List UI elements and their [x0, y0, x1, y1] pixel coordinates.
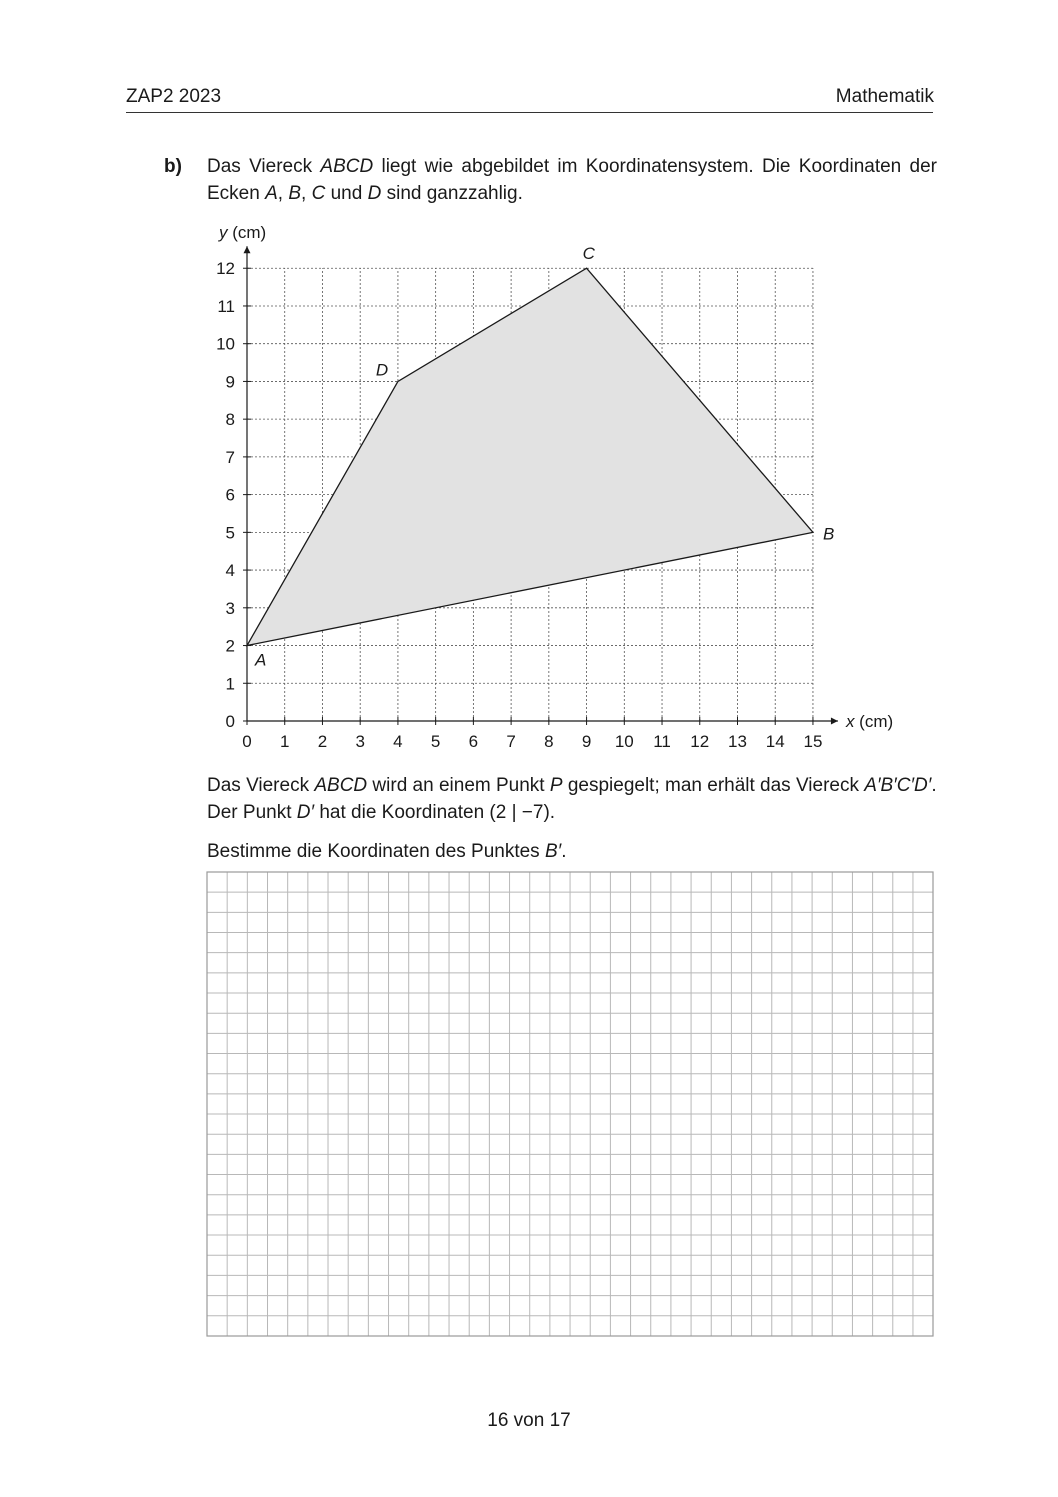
x-tick-label: 14: [765, 732, 785, 751]
x-axis-label: x (cm): [845, 712, 894, 731]
y-tick-label: 4: [225, 561, 235, 581]
x-tick-label: 4: [393, 732, 403, 751]
vertex-label-d: D: [375, 360, 389, 380]
task-intro-text: Das Viereck ABCD liegt wie abgebildet im Koordinatensystem. Die Koordinaten der Ecken A, B, C und D sind ganzzahlig.: [207, 156, 937, 204]
x-tick-label: 10: [614, 732, 634, 751]
header-divider: [126, 112, 933, 113]
reflection-text: Das Viereck ABCD wird an einem Punkt P gespiegelt; man erhält das Viereck A′B′C′D′. Der Punkt D′ hat die Koordinaten (2 | −7).: [207, 775, 937, 823]
x-tick-label: 11: [653, 732, 671, 751]
x-axis-arrow: [831, 718, 838, 725]
answer-grid-box[interactable]: [206, 871, 934, 1337]
x-tick-label: 13: [728, 732, 747, 751]
coordinate-system-chart: [200, 218, 910, 763]
vertex-label-b: B: [822, 524, 835, 544]
x-tick-label: 8: [544, 732, 554, 751]
header-subject: Mathematik: [835, 86, 934, 107]
y-tick-label: 6: [225, 485, 235, 505]
y-tick-label: 2: [225, 636, 235, 656]
y-tick-label: 12: [216, 259, 235, 279]
x-tick-label: 0: [242, 732, 252, 751]
y-tick-label: 0: [225, 712, 235, 731]
y-tick-label: 5: [225, 523, 235, 543]
page-number: 16 von 17: [487, 1410, 571, 1431]
y-tick-label: 8: [225, 410, 235, 430]
x-tick-label: 9: [581, 732, 592, 751]
x-tick-label: 5: [430, 732, 441, 751]
y-tick-label: 3: [225, 598, 235, 618]
y-tick-label: 1: [225, 674, 235, 694]
x-tick-label: 2: [317, 732, 328, 751]
y-axis-label: y (cm): [219, 223, 267, 243]
question-text: Bestimme die Koordinaten des Punktes B′.: [207, 841, 567, 862]
x-tick-label: 3: [355, 732, 365, 751]
y-tick-label: 10: [216, 334, 235, 354]
vertex-label-a: A: [255, 650, 267, 670]
x-tick-label: 15: [803, 732, 823, 751]
y-tick-label: 11: [217, 296, 235, 316]
task-label: b): [164, 156, 182, 177]
x-tick-label: 7: [506, 732, 516, 751]
x-tick-label: 1: [279, 732, 290, 751]
vertex-label-c: C: [582, 244, 595, 264]
x-tick-label: 12: [690, 732, 710, 751]
y-tick-label: 7: [225, 447, 235, 467]
y-axis-arrow: [244, 246, 251, 253]
header-exam-title: ZAP2 2023: [126, 86, 222, 107]
y-tick-label: 9: [225, 372, 235, 392]
x-tick-label: 6: [468, 732, 479, 751]
